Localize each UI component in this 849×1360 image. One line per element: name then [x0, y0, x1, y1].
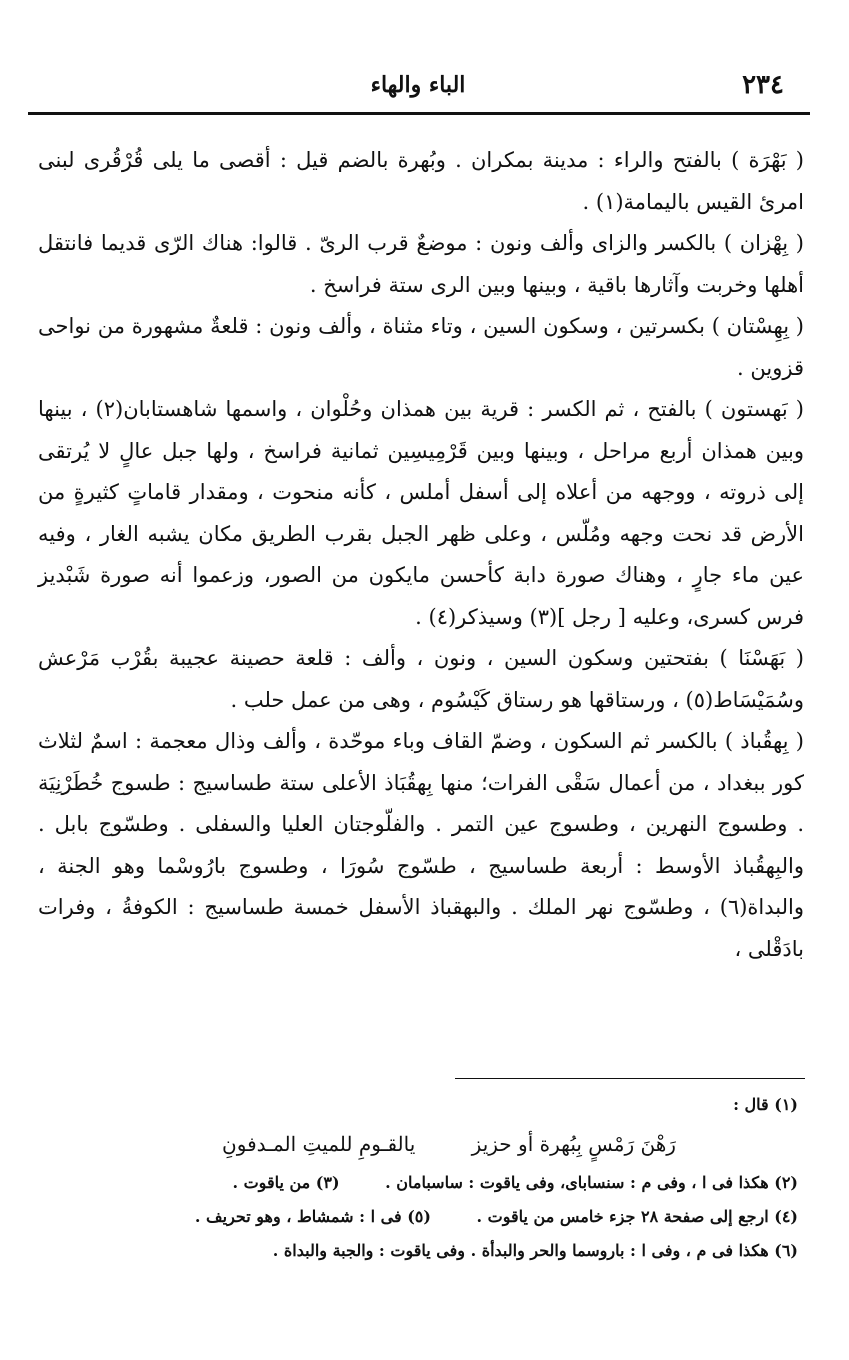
poem-hemistich-1: رَهْنَ رَمْسٍ بِبُهرة أو حزيز: [471, 1132, 676, 1156]
entry-bahra: ( بَهْرَة ) بالفتح والراء : مدينة بمكران . وبُهرة بالضم قيل : أقصى ما يلى قُرْقُرى لبنى امرئ القيس باليمامة(١) .: [38, 148, 804, 214]
entry-bihzan: ( بِهْزان ) بالكسر والزاى وألف ونون : موضعٌ قرب الرىّ . قالوا: هناك الرّى قديما فانتقل أهلها وخربت وآثارها باقية ، وبينها وبين الرى ستة فراسخ .: [38, 231, 804, 297]
dictionary-entries: [38, 140, 804, 970]
footnote-rule: [455, 1078, 805, 1079]
footnote-4: (٤) ارجع إلى صفحة ٢٨ جزء خامس من ياقوت .: [476, 1207, 798, 1226]
footnote-3: (٣) من ياقوت .: [232, 1173, 340, 1192]
footnote-1-label: (١) قال :: [733, 1095, 798, 1114]
footnotes: [40, 1088, 798, 1268]
running-title: الباء والهاء: [370, 72, 466, 98]
footnote-line-2-3: [40, 1166, 798, 1200]
poem-hemistich-2: يالقـومِ للميتِ المـدفونِ: [222, 1132, 416, 1156]
page-number: ٢٣٤: [742, 70, 784, 100]
entry-bihqubadh: ( بِهقُباذ ) بالكسر ثم السكون ، وضمّ القاف وباء موحّدة ، وألف وذال معجمة : اسمٌ لثلاث كور ببغداد ، من أعمال سَقْى الفرات؛ منها بِهقُبَاذ الأعلى ستة طساسيج : طسوج خُطَرْنِيَة . وطسوج النهرين ، وطسوج عين التمر . والفلّوجتان العليا والسفلى . وطسّوج بابل . والبِهقُباذ الأوسط : أربعة طساسيج ، طسّوج سُورَا ، وطسوج بارُوسْما وهو الجنة ، والبداة(٦) ، وطسّوج نهر الملك . والبهقباذ الأسفل خمسة طساسيج : الكوفةُ ، وفرات بادَقْلى ،: [38, 729, 804, 961]
page-header: [28, 66, 808, 106]
entry-bahistun: ( بَهستون ) بالفتح ، ثم الكسر : قرية بين همذان وحُلْوان ، واسمها شاهستابان(٢) ، بينها وبين همذان أربع مراحل ، وبينها وبين قَرْمِيسِين ثمانية فراسخ ، ولها جبل عالٍ لا يُرتقى إلى ذروته ، ووجهه من أعلاه إلى أسفل أملس ، كأنه منحوت ، ومقدار قاماتٍ كثيرةٍ من الأرض قد نحت وجهه ومُلّس ، وعلى ظهر الجبل بقرب الطريق مكان يشبه الغار ، وفيه عين ماء جارٍ ، وهناك صورة دابة كأحسن مايكون من الصور، وزعموا أنه صورة شَبْديز فرس كسرى، وعليه [ رجل ](٣) وسيذكر(٤) .: [38, 397, 805, 629]
footnote-5: (٥) فى ا : شمشاط ، وهو تحريف .: [194, 1207, 431, 1226]
footnote-poem-verse: [40, 1122, 798, 1166]
footnote-line-4-5: [40, 1200, 798, 1234]
entry-bahasna: ( بَهَسْنَا ) بفتحتين وسكون السين ، ونون ، وألف : قلعة حصينة عجيبة بقُرْب مَرْعش وسُمَيْسَاط(٥) ، ورستاقها هو رستاق كَيْسُوم ، وهى من عمل حلب .: [38, 646, 804, 712]
footnote-2: (٢) هكذا فى ا ، وفى م : سنسابای، وفى ياقوت : ساسبامان .: [385, 1173, 798, 1192]
footnote-6: (٦) هكذا فى م ، وفى ا : باروسما والحر والبدأة . وفى ياقوت : والجبة والبداة .: [272, 1241, 798, 1260]
entry-bihistan: ( بِهِسْتان ) بكسرتين ، وسكون السين ، وتاء مثناة ، وألف ونون : قلعةٌ مشهورة من نواحى قزوين .: [38, 314, 804, 380]
header-rule: [28, 112, 810, 115]
